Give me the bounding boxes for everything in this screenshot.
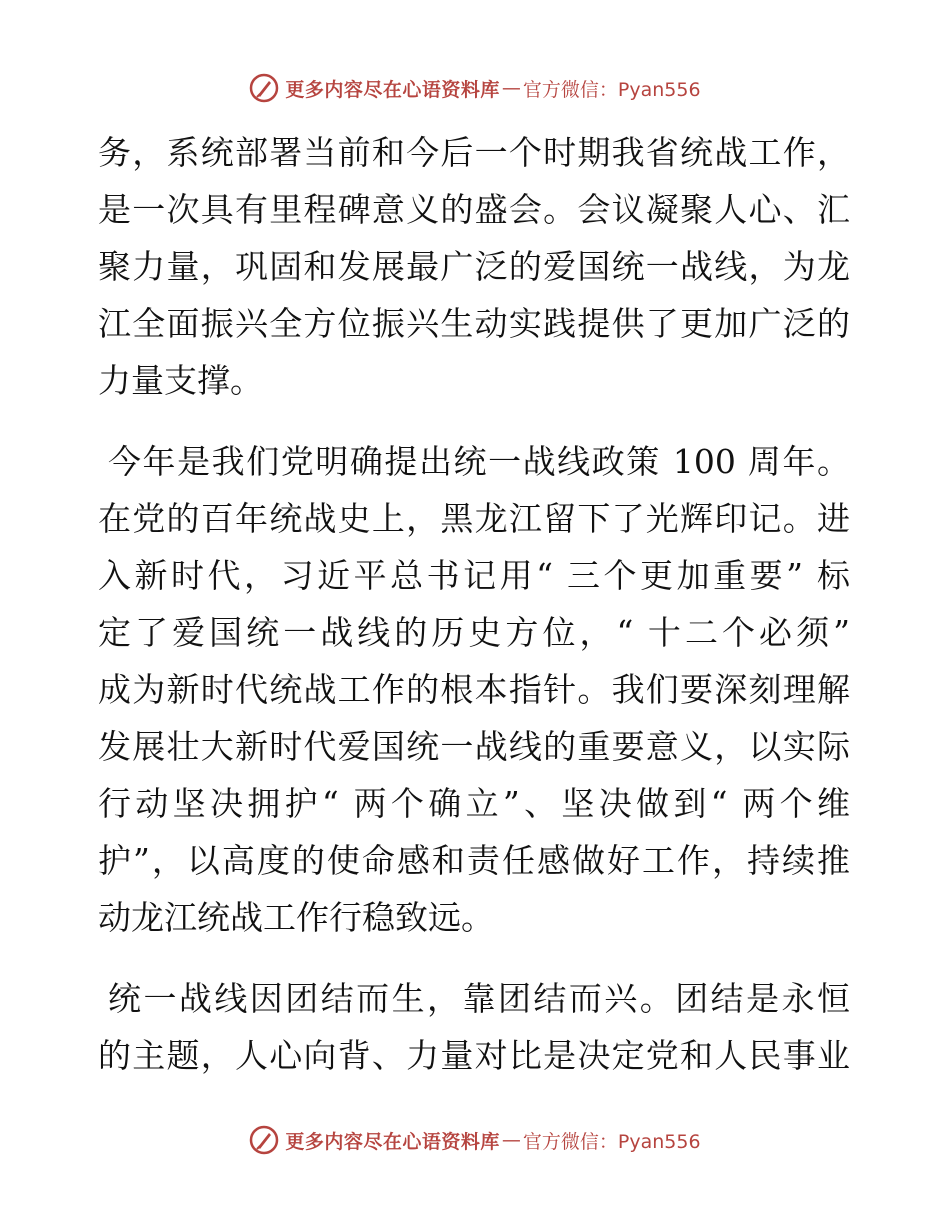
text-line: 务，系统部署当前和今后一个时期我省统战工作， [98,133,850,172]
text-line: 力量支撑。 [98,361,263,400]
text-line: 入新时代，习近平总书记用“ 三个更加重要” 标 [98,556,850,595]
text-line: 行动坚决拥护“ 两个确立”、坚决做到“ 两个维 [98,784,850,823]
text-line: 发展壮大新时代爱国统一战线的重要意义，以实际 [98,727,850,766]
paragraph-3 [98,970,850,1084]
banner-separator: — [501,77,521,99]
banner-separator: — [501,1129,521,1151]
document-body [98,124,850,1084]
text-line: 聚力量，巩固和发展最广泛的爱国统一战线，为龙 [98,247,850,286]
paragraph-1 [98,124,850,409]
banner-site-name: 更多内容尽在心语资料库 [285,1130,500,1153]
banner-wechat: 官方微信：Pyan556 [522,1130,701,1153]
paragraph-2 [98,433,850,946]
text-line: 定了爱国统一战线的历史方位，“ 十二个必须” [98,613,850,652]
text-line: 江全面振兴全方位振兴生动实践提供了更加广泛的 [98,304,850,343]
banner-wechat: 官方微信：Pyan556 [522,78,701,101]
quill-logo-icon [249,73,279,103]
quill-logo-icon [249,1125,279,1155]
text-line: 统一战线因团结而生，靠团结而兴。团结是永恒 [108,979,850,1018]
text-line: 动龙江统战工作行稳致远。 [98,898,494,937]
text-line: 护”，以高度的使命感和责任感做好工作，持续推 [98,841,850,880]
header-banner [0,68,950,108]
text-line: 成为新时代统战工作的根本指针。我们要深刻理解 [98,670,850,709]
text-line: 今年是我们党明确提出统一战线政策 100 周年。 [108,442,850,481]
footer-banner [0,1120,950,1160]
text-line: 在党的百年统战史上，黑龙江留下了光辉印记。进 [98,499,850,538]
text-line: 的主题，人心向背、力量对比是决定党和人民事业 [98,1036,850,1075]
banner-site-name: 更多内容尽在心语资料库 [285,78,500,101]
text-line: 是一次具有里程碑意义的盛会。会议凝聚人心、汇 [98,190,850,229]
